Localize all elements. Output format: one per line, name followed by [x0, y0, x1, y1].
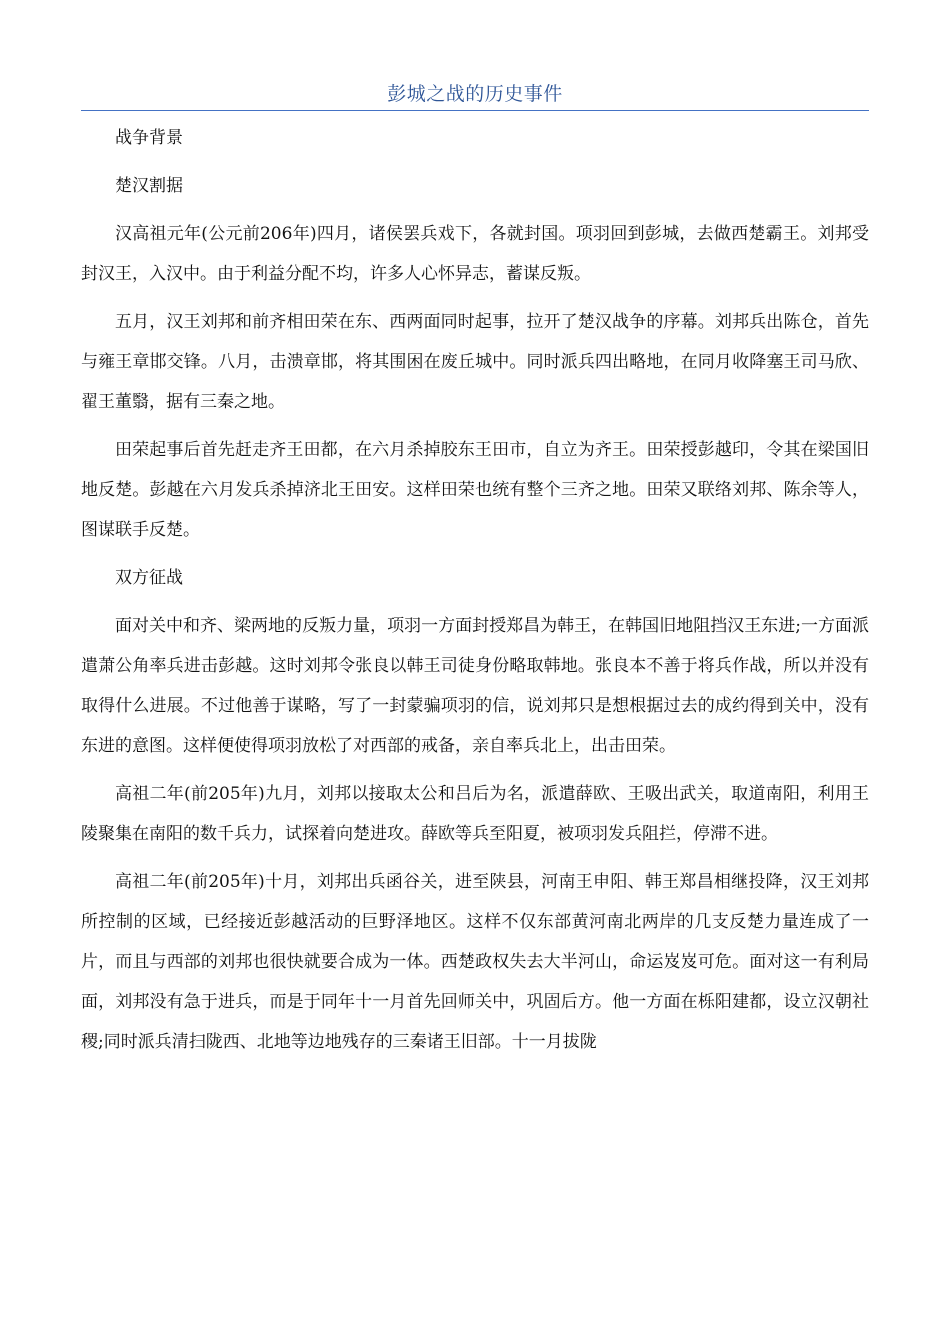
paragraph-5: 高祖二年(前205年)九月，刘邦以接取太公和吕后为名，派遣薛欧、王吸出武关，取道南阳，利用王陵聚集在南阳的数千兵力，试探着向楚进攻。薛欧等兵至阳夏，被项羽发兵阻拦，停滞不进。	[81, 784, 869, 844]
paragraph-4: 面对关中和齐、梁两地的反叛力量，项羽一方面封授郑昌为韩王，在韩国旧地阻挡汉王东进;一方面派遣萧公角率兵进击彭越。这时刘邦令张良以韩王司徒身份略取韩地。张良本不善于将兵作战，所以并没有取得什么进展。不过他善于谋略，写了一封蒙骗项羽的信，说刘邦只是想根据过去的成约得到关中，没有东进的意图。这样便使得项羽放松了对西部的戒备，亲自率兵北上，出击田荣。	[81, 616, 869, 756]
document-body	[81, 118, 869, 1062]
section-heading-campaign: 双方征战	[115, 568, 183, 588]
paragraph-1: 汉高祖元年(公元前206年)四月，诸侯罢兵戏下，各就封国。项羽回到彭城，去做西楚霸王。刘邦受封汉王，入汉中。由于利益分配不均，许多人心怀异志，蓄谋反叛。	[81, 224, 869, 284]
section-heading-background: 战争背景	[115, 128, 183, 148]
paragraph-6: 高祖二年(前205年)十月，刘邦出兵函谷关，进至陕县，河南王申阳、韩王郑昌相继投降，汉王刘邦所控制的区域，已经接近彭越活动的巨野泽地区。这样不仅东部黄河南北两岸的几支反楚力量连成了一片，而且与西部的刘邦也很快就要合成为一体。西楚政权失去大半河山，命运岌岌可危。面对这一有利局面，刘邦没有急于进兵，而是于同年十一月首先回师关中，巩固后方。他一方面在栎阳建都，设立汉朝社稷;同时派兵清扫陇西、北地等边地残存的三秦诸王旧部。十一月拔陇	[81, 872, 869, 1052]
paragraph-3: 田荣起事后首先赶走齐王田都，在六月杀掉胶东王田市，自立为齐王。田荣授彭越印，令其在梁国旧地反楚。彭越在六月发兵杀掉济北王田安。这样田荣也统有整个三齐之地。田荣又联络刘邦、陈余等人，图谋联手反楚。	[81, 440, 869, 540]
paragraph-2: 五月，汉王刘邦和前齐相田荣在东、西两面同时起事，拉开了楚汉战争的序幕。刘邦兵出陈仓，首先与雍王章邯交锋。八月，击溃章邯，将其围困在废丘城中。同时派兵四出略地，在同月收降塞王司马欣、翟王董翳，据有三秦之地。	[81, 312, 869, 412]
document-title: 彭城之战的历史事件	[387, 83, 563, 105]
section-heading-chu-han: 楚汉割据	[115, 176, 183, 196]
document-header	[81, 82, 869, 111]
